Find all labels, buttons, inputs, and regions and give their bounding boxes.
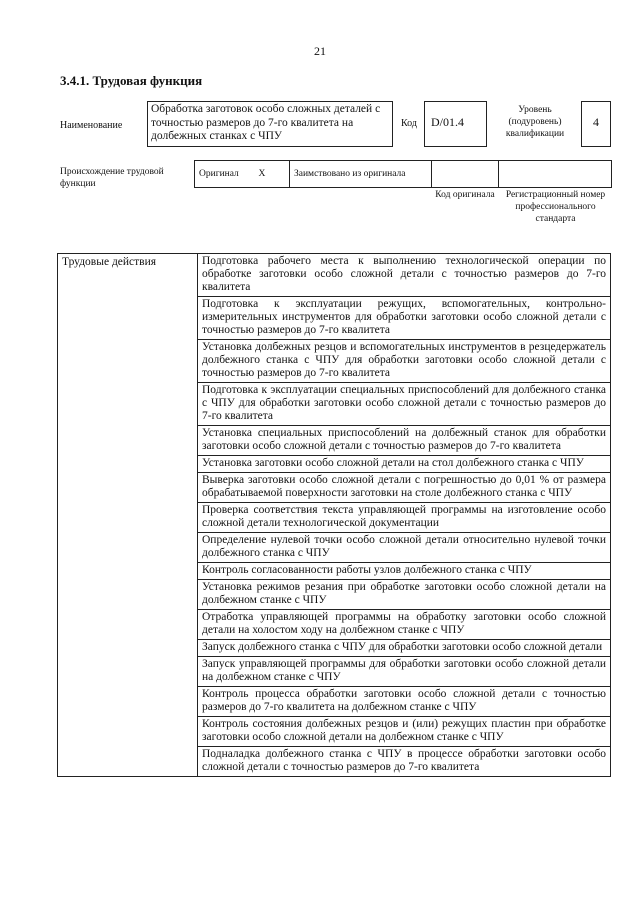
labor-action-item: Подготовка к эксплуатации специальных приспособлений для долбежного станка с ЧПУ для обработки заготовки особо сложной детали с точностью размеров до 7-го квалитета (198, 383, 611, 426)
labor-action-item: Выверка заготовки особо сложной детали с погрешностью до 0,01 % от размера обрабатываемой поверхности заготовки на столе долбежного станка с ЧПУ (198, 473, 611, 503)
section-title: 3.4.1. Трудовая функция (60, 73, 203, 88)
labor-action-item: Запуск управляющей программы для обработки заготовки особо сложной детали на долбежном станке с ЧПУ (198, 657, 611, 687)
labor-action-item: Отработка управляющей программы на обработку заготовки особо сложной детали на холостом ходу на долбежном станке с ЧПУ (198, 610, 611, 640)
function-code-value: D/01.4 (424, 101, 487, 147)
labor-action-item: Установка специальных приспособлений на долбежный станок для обработки заготовки особо сложной детали с точностью размеров до 7-го квалитета (198, 426, 611, 456)
name-label: Наименование (60, 120, 123, 131)
table-row (58, 254, 611, 297)
code-label: Код (401, 118, 417, 129)
registration-number-caption: Регистрационный номер профессионального стандарта (505, 190, 606, 224)
labor-action-item: Подналадка долбежного станка с ЧПУ в процессе обработки заготовки особо сложной детали с точностью размеров до 7-го квалитета (198, 747, 611, 777)
labor-action-item: Контроль состояния долбежных резцов и (или) режущих пластин при обработке заготовки особо сложной детали на долбежном станке с ЧПУ (198, 717, 611, 747)
qualification-level-value: 4 (581, 101, 611, 147)
original-code-caption: Код оригинала (435, 190, 495, 200)
labor-action-item: Установка режимов резания при обработке заготовки особо сложной детали на долбежном станке с ЧПУ (198, 580, 611, 610)
origin-table (194, 160, 612, 188)
registration-number-cell (499, 161, 612, 188)
function-name-value: Обработка заготовок особо сложных деталей с точностью размеров до 7-го квалитета на долбежных станках с ЧПУ (147, 101, 393, 147)
labor-action-item: Определение нулевой точки особо сложной детали относительно нулевой точки долбежного станка с ЧПУ (198, 533, 611, 563)
labor-actions-label: Трудовые действия (58, 254, 198, 777)
qualification-level-label: Уровень (подуровень) квалификации (505, 105, 565, 139)
labor-action-item: Запуск долбежного станка с ЧПУ для обработки заготовки особо сложной детали (198, 640, 611, 657)
labor-action-item: Проверка соответствия текста управляющей программы на изготовление особо сложной детали технологической документации (198, 503, 611, 533)
labor-action-item: Контроль согласованности работы узлов долбежного станка с ЧПУ (198, 563, 611, 580)
original-label: Оригинал (195, 161, 255, 188)
borrowed-label: Заимствовано из оригинала (290, 161, 432, 188)
page-number: 21 (314, 44, 326, 58)
labor-action-item: Подготовка к эксплуатации режущих, вспомогательных, контрольно-измерительных инструментов для обработки заготовки особо сложной детали с точностью размеров до 7-го квалитета (198, 297, 611, 340)
labor-action-item: Установка заготовки особо сложной детали на стол долбежного станка с ЧПУ (198, 456, 611, 473)
labor-actions-table (57, 253, 611, 777)
origin-label: Происхождение трудовой функции (60, 167, 164, 189)
original-code-cell (432, 161, 499, 188)
labor-action-item: Контроль процесса обработки заготовки особо сложной детали с точностью размеров до 7-го квалитета на долбежном станке с ЧПУ (198, 687, 611, 717)
original-mark: X (255, 161, 290, 188)
labor-action-item: Установка долбежных резцов и вспомогательных инструментов в резцедержатель долбежного станка с ЧПУ для обработки заготовки особо сложной детали с точностью размеров до 7-го квалитета (198, 340, 611, 383)
labor-action-item: Подготовка рабочего места к выполнению технологической операции по обработке заготовки особо сложной детали с точностью размеров до 7-го квалитета (198, 254, 611, 297)
